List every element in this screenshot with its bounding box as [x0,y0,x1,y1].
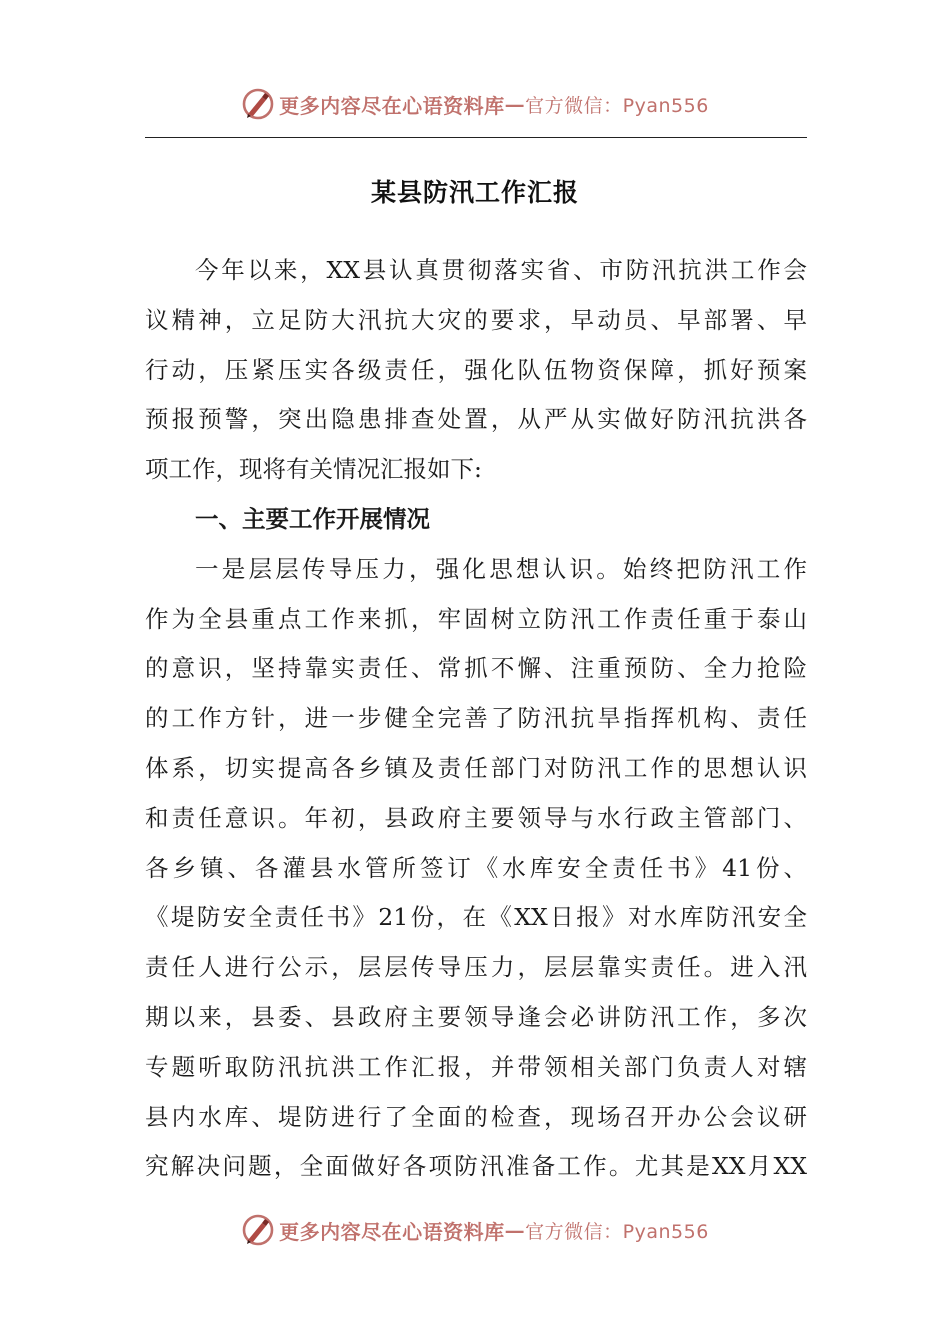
paragraph-line: 责任人进行公示，层层传导压力，层层靠实责任。进入汛 [145,953,807,982]
paragraph-line: 议精神，立足防大汛抗大灾的要求，早动员、早部署、早 [145,305,807,334]
pen-logo-icon [241,1213,275,1247]
header-dash: — [504,92,526,116]
paragraph-line: 体系，切实提高各乡镇及责任部门对防汛工作的思想认识 [145,753,807,782]
header-brand-text: 更多内容尽在心语资料库 [279,93,505,118]
footer-banner [0,1210,950,1250]
footer-dash: — [504,1218,526,1242]
paragraph-line: 行动，压紧压实各级责任，强化队伍物资保障，抓好预案 [145,355,807,384]
pen-logo-icon [241,87,275,121]
paragraph-line: 《堤防安全责任书》21份，在《XX日报》对水库防汛安全 [145,903,807,932]
paragraph-line: 和责任意识。年初，县政府主要领导与水行政主管部门、 [145,803,807,832]
footer-brand-text: 更多内容尽在心语资料库 [279,1219,505,1244]
header-divider [145,137,807,138]
paragraph-line: 各乡镇、各灌县水管所签订《水库安全责任书》41份、 [145,853,807,882]
paragraph-line: 今年以来，XX县认真贯彻落实省、市防汛抗洪工作会 [195,256,807,284]
paragraph-line: 县内水库、堤防进行了全面的检查，现场召开办公会议研 [145,1102,807,1131]
paragraph-line: 项工作，现将有关情况汇报如下: [145,455,482,484]
paragraph-line: 预报预警，突出隐患排查处置，从严从实做好防汛抗洪各 [145,405,807,434]
paragraph-line: 作为全县重点工作来抓，牢固树立防汛工作责任重于泰山 [145,604,807,633]
paragraph-line: 的工作方针，进一步健全完善了防汛抗旱指挥机构、责任 [145,704,807,733]
paragraph-line: 究解决问题，全面做好各项防汛准备工作。尤其是XX月XX [145,1152,807,1181]
header-contact-text: 官方微信：Pyan556 [525,94,709,117]
header-banner [0,84,950,124]
document-body [145,246,807,1192]
footer-contact-text: 官方微信：Pyan556 [525,1220,709,1243]
paragraph-line: 期以来，县委、县政府主要领导逢会必讲防汛工作，多次 [145,1002,807,1031]
paragraph-line: 专题听取防汛抗洪工作汇报，并带领相关部门负责人对辖 [145,1052,807,1081]
paragraph-line: 的意识，坚持靠实责任、常抓不懈、注重预防、全力抢险 [145,654,807,683]
section-heading: 一、主要工作开展情况 [195,504,430,533]
document-title: 某县防汛工作汇报 [370,178,579,207]
paragraph-line: 一是层层传导压力，强化思想认识。始终把防汛工作 [195,554,807,583]
